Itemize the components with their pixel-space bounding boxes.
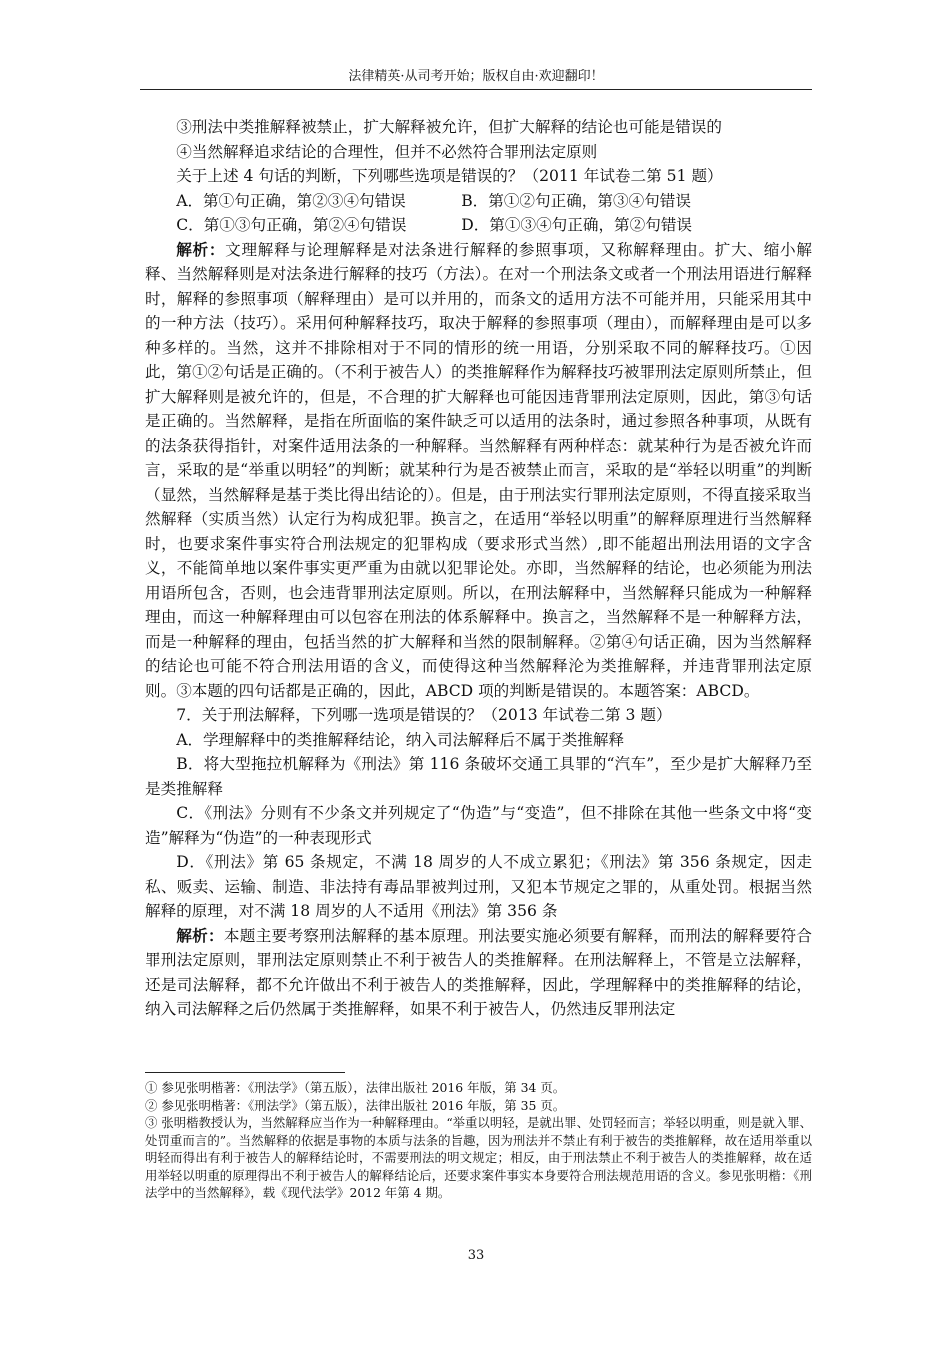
header-rule <box>140 89 812 90</box>
option-a: A．第①句正确，第②③④句错误 <box>176 191 406 210</box>
option-b: B．第①②句正确，第③④句错误 <box>461 191 691 210</box>
statement-3: ③刑法中类推解释被禁止，扩大解释被允许，但扩大解释的结论也可能是错误的 <box>176 118 722 136</box>
analysis-text: 文理解释与论理解释是对法条进行解释的参照事项，又称解释理由。扩大、缩小解释、当然解释则是对法条进行解释的技巧（方法）。在对一个刑法条文或者一个刑法用语进行解释时，解释的参照事项（解释理由）是可以并用的，而条文的适用方法不可能并用，只能采用其中的一种方法（技巧）。采用何种解释技巧，取决于解释的参照事项（理由），而解释理由是可以多种多样的。当然，这并不排除相对于不同的情形的统一用语，分别采取不同的解释技巧。①因此，第①②句话是正确的。（不利于被告人）的类推解释作为解释技巧被罪刑法定原则所禁止，但扩大解释则是被允许的，但是，不合理的扩大解释也可能因违背罪刑法定原则，因此，第③句话是正确的。当然解释，是指在所面临的案件缺乏可以适用的法条时，通过参照各种事项，从既有的法条获得指针，对案件适用法条的一种解释。当然解释有两种样态：就某种行为是否被允许而言，采取的是“举重以明轻”的判断；就某种行为是否被禁止而言，采取的是“举轻以明重”的判断（显然，当然解释是基于类比得出结论的）。但是，由于刑法实行罪刑法定原则，不得直接采取当然解释（实质当然）认定行为构成犯罪。换言之，在适用“举轻以明重”的解释原理进行当然解释时，也要求案件事实符合刑法规定的犯罪构成（要求形式当然）,即不能超出刑法用语的文字含义，不能简单地以案件事实更严重为由就以犯罪论处。亦即，当然解释的结论，也必须能为刑法用语所包含，否则，也会违背罪刑法定原则。所以，在刑法解释中，当然解释只能成为一种解释理由，而这一种解释理由可以包容在刑法的体系解释中。换言之，当然解释不是一种解释方法，而是一种解释的理由，包括当然的扩大解释和当然的限制解释。②第④句话正确，因为当然解释的结论也可能不符合刑法用语的含义，而使得这种当然解释沦为类推解释，并违背罪刑法定原则。③本题的四句话都是正确的，因此，ABCD 项的判断是错误的。本题答案：ABCD。 <box>145 240 812 700</box>
question-7-option-b: B．将大型拖拉机解释为《刑法》第 116 条破坏交通工具罪的“汽车”，至少是扩大解释乃至是类推解释 <box>145 755 812 798</box>
footnote-1: ① 参见张明楷著：《刑法学》（第五版），法律出版社 2016 年版，第 34 页。 <box>145 1080 566 1095</box>
analysis-paragraph-1 <box>145 238 812 704</box>
footnote-2: ② 参见张明楷著：《刑法学》（第五版），法律出版社 2016 年版，第 35 页。 <box>145 1097 566 1113</box>
option-d: D．第①③④句正确，第②句错误 <box>461 216 693 234</box>
body-text <box>145 115 812 1022</box>
analysis-paragraph-2 <box>145 924 812 1022</box>
question-7-option-d: D．《刑法》第 65 条规定，不满 18 周岁的人不成立累犯；《刑法》第 356 条规定，因走私、贩卖、运输、制造、非法持有毒品罪被判过刑，又犯本节规定之罪的，从重处罚。根据当然解释的原理，对不满 18 周岁的人不适用《刑法》第 356 条 <box>145 853 812 920</box>
question-7-option-a: A．学理解释中的类推解释结论，纳入司法解释后不属于类推解释 <box>176 730 625 749</box>
question-7-stem: 7．关于刑法解释，下列哪一选项是错误的？（2013 年试卷二第 3 题） <box>176 706 672 724</box>
footnote-rule <box>145 1072 345 1073</box>
statement-4: ④当然解释追求结论的合理性，但并不必然符合罪刑法定原则 <box>176 142 598 161</box>
analysis-label: 解析： <box>176 925 224 945</box>
question-6-options-row-2 <box>145 213 812 238</box>
analysis-label: 解析： <box>176 239 226 259</box>
option-c: C．第①③句正确，第②④句错误 <box>176 216 407 234</box>
question-6-stem: 关于上述 4 句话的判断，下列哪些选项是错误的？（2011 年试卷二第 51 题） <box>176 167 723 185</box>
page-number: 33 <box>467 1248 485 1263</box>
footnote-3: ③ 张明楷教授认为，当然解释应当作为一种解释理由。“举重以明轻，是就出罪、处罚轻而言；举轻以明重，则是就入罪、处罚重而言的”。当然解释的依据是事物的本质与法条的旨趣，因为刑法并不禁止有利于被告的类推解释，故在适用举重以明轻而得出有利于被告人的解释结论时，不需要刑法的明文规定；相反，由于刑法禁止不利于被告人的类推解释，故在适用举轻以明重的原理得出不利于被告人的解释结论后，还要求案件事实本身要符合刑法规范用语的含义。参见张明楷：《刑法学中的当然解释》，载《现代法学》2012 年第 4 期。 <box>145 1115 812 1200</box>
question-6-options-row-1 <box>145 189 812 214</box>
footnotes <box>145 1079 812 1202</box>
running-header: 法律精英·从司考开始；版权自由·欢迎翻印！ <box>348 69 604 84</box>
question-7-option-c: C．《刑法》分则有不少条文并列规定了“伪造”与“变造”，但不排除在其他一些条文中将“变造”解释为“伪造”的一种表现形式 <box>145 804 812 847</box>
analysis-text: 本题主要考察刑法解释的基本原理。刑法要实施必须要有解释，而刑法的解释要符合罪刑法定原则，罪刑法定原则禁止不利于被告人的类推解释。在刑法解释上，不管是立法解释，还是司法解释，都不允许做出不利于被告人的类推解释，因此，学理解释中的类推解释的结论，纳入司法解释之后仍然属于类推解释，如果不利于被告人，仍然违反罪刑法定 <box>145 926 812 1018</box>
